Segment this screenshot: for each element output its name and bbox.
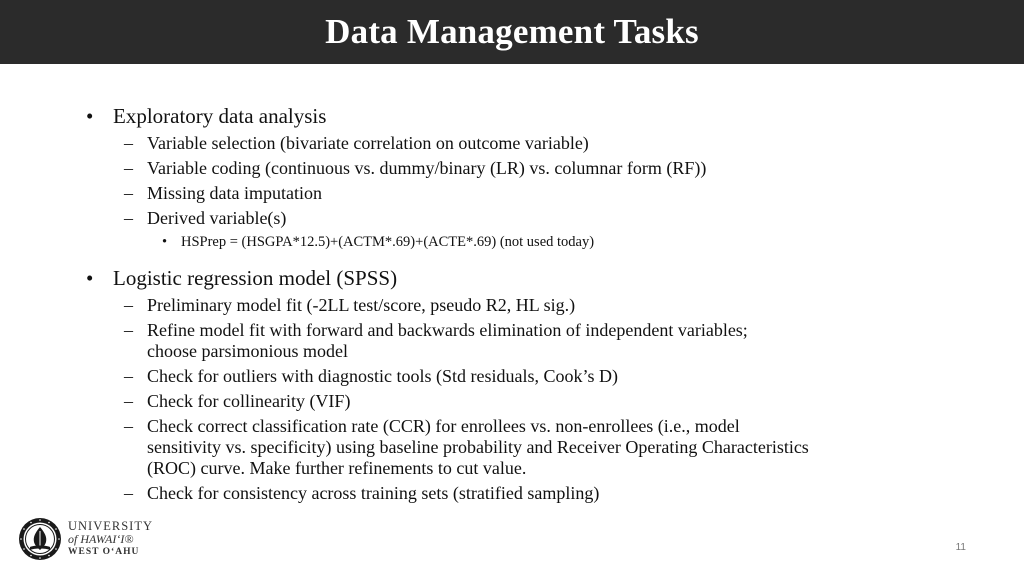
sub-bullet-text: Variable selection (bivariate correlation on outcome variable): [147, 133, 589, 153]
dash-icon: –: [124, 183, 133, 203]
dash-icon: –: [124, 483, 133, 503]
logo-line-west-oahu: WEST O‘AHU: [68, 547, 140, 557]
dash-icon: –: [124, 208, 133, 228]
logo-wordmark: [68, 520, 153, 558]
section-spacer: [84, 252, 984, 265]
sub-bullet: [84, 391, 984, 412]
bullet-logistic-regression-model: [84, 265, 984, 291]
sub-bullet-text: Preliminary model fit (-2LL test/score, pseudo R2, HL sig.): [147, 295, 576, 315]
sub-bullet-text-continued: choose parsimonious model: [147, 341, 348, 361]
sub-bullet-text-continued: (ROC) curve. Make further refinements to cut value.: [147, 458, 527, 478]
dash-icon: –: [124, 391, 133, 411]
bullet-icon: •: [86, 104, 94, 128]
sub-bullet: [84, 295, 984, 316]
university-seal-icon: [18, 517, 62, 561]
page-number: 11: [955, 542, 966, 553]
sub-bullet-text: Variable coding (continuous vs. dummy/binary (LR) vs. columnar form (RF)): [147, 158, 707, 178]
dash-icon: –: [124, 416, 133, 436]
bullet-text: Logistic regression model (SPSS): [113, 266, 398, 290]
sub-bullet-text: Check for collinearity (VIF): [147, 391, 351, 411]
sub-bullet-text: Check for consistency across training sets (stratified sampling): [147, 483, 600, 503]
sub-bullet: [84, 208, 984, 229]
slide-body: [84, 103, 984, 504]
sub-bullet-text: Check correct classification rate (CCR) for enrollees vs. non-enrollees (i.e., model: [147, 416, 740, 436]
bullet-exploratory-data-analysis: [84, 103, 984, 129]
dash-icon: –: [124, 295, 133, 315]
bullet-icon: •: [86, 266, 94, 290]
sub-bullet-text-continued: sensitivity vs. specificity) using baseline probability and Receiver Operating Characteristics: [147, 437, 809, 457]
sub-bullet-text: Refine model fit with forward and backwards elimination of independent variables;: [147, 320, 748, 340]
dash-icon: –: [124, 158, 133, 178]
sub-bullet: [84, 133, 984, 154]
slide-title: Data Management Tasks: [325, 12, 699, 51]
logo-line-hawaii: of HAWAI‘I®: [68, 532, 134, 546]
sub-bullet: [84, 320, 984, 362]
dash-icon: –: [124, 133, 133, 153]
sub-bullet: [84, 366, 984, 387]
sub-bullet-text: Check for outliers with diagnostic tools (Std residuals, Cook’s D): [147, 366, 618, 386]
dash-icon: –: [124, 320, 133, 340]
bullet-icon: •: [162, 234, 168, 250]
university-logo: [18, 516, 153, 562]
sub-sub-bullet-text: HSPrep = (HSGPA*12.5)+(ACTM*.69)+(ACTE*.69) (not used today): [181, 234, 595, 250]
sub-bullet: [84, 183, 984, 204]
sub-sub-bullet: [84, 233, 984, 252]
sub-bullet-text: Missing data imputation: [147, 183, 322, 203]
sub-bullet: [84, 158, 984, 179]
sub-bullet: [84, 416, 984, 479]
sub-bullet-text: Derived variable(s): [147, 208, 287, 228]
bullet-text: Exploratory data analysis: [113, 104, 327, 128]
logo-line-university: UNIVERSITY: [68, 519, 153, 533]
sub-bullet: [84, 483, 984, 504]
dash-icon: –: [124, 366, 133, 386]
title-bar: [0, 0, 1024, 64]
